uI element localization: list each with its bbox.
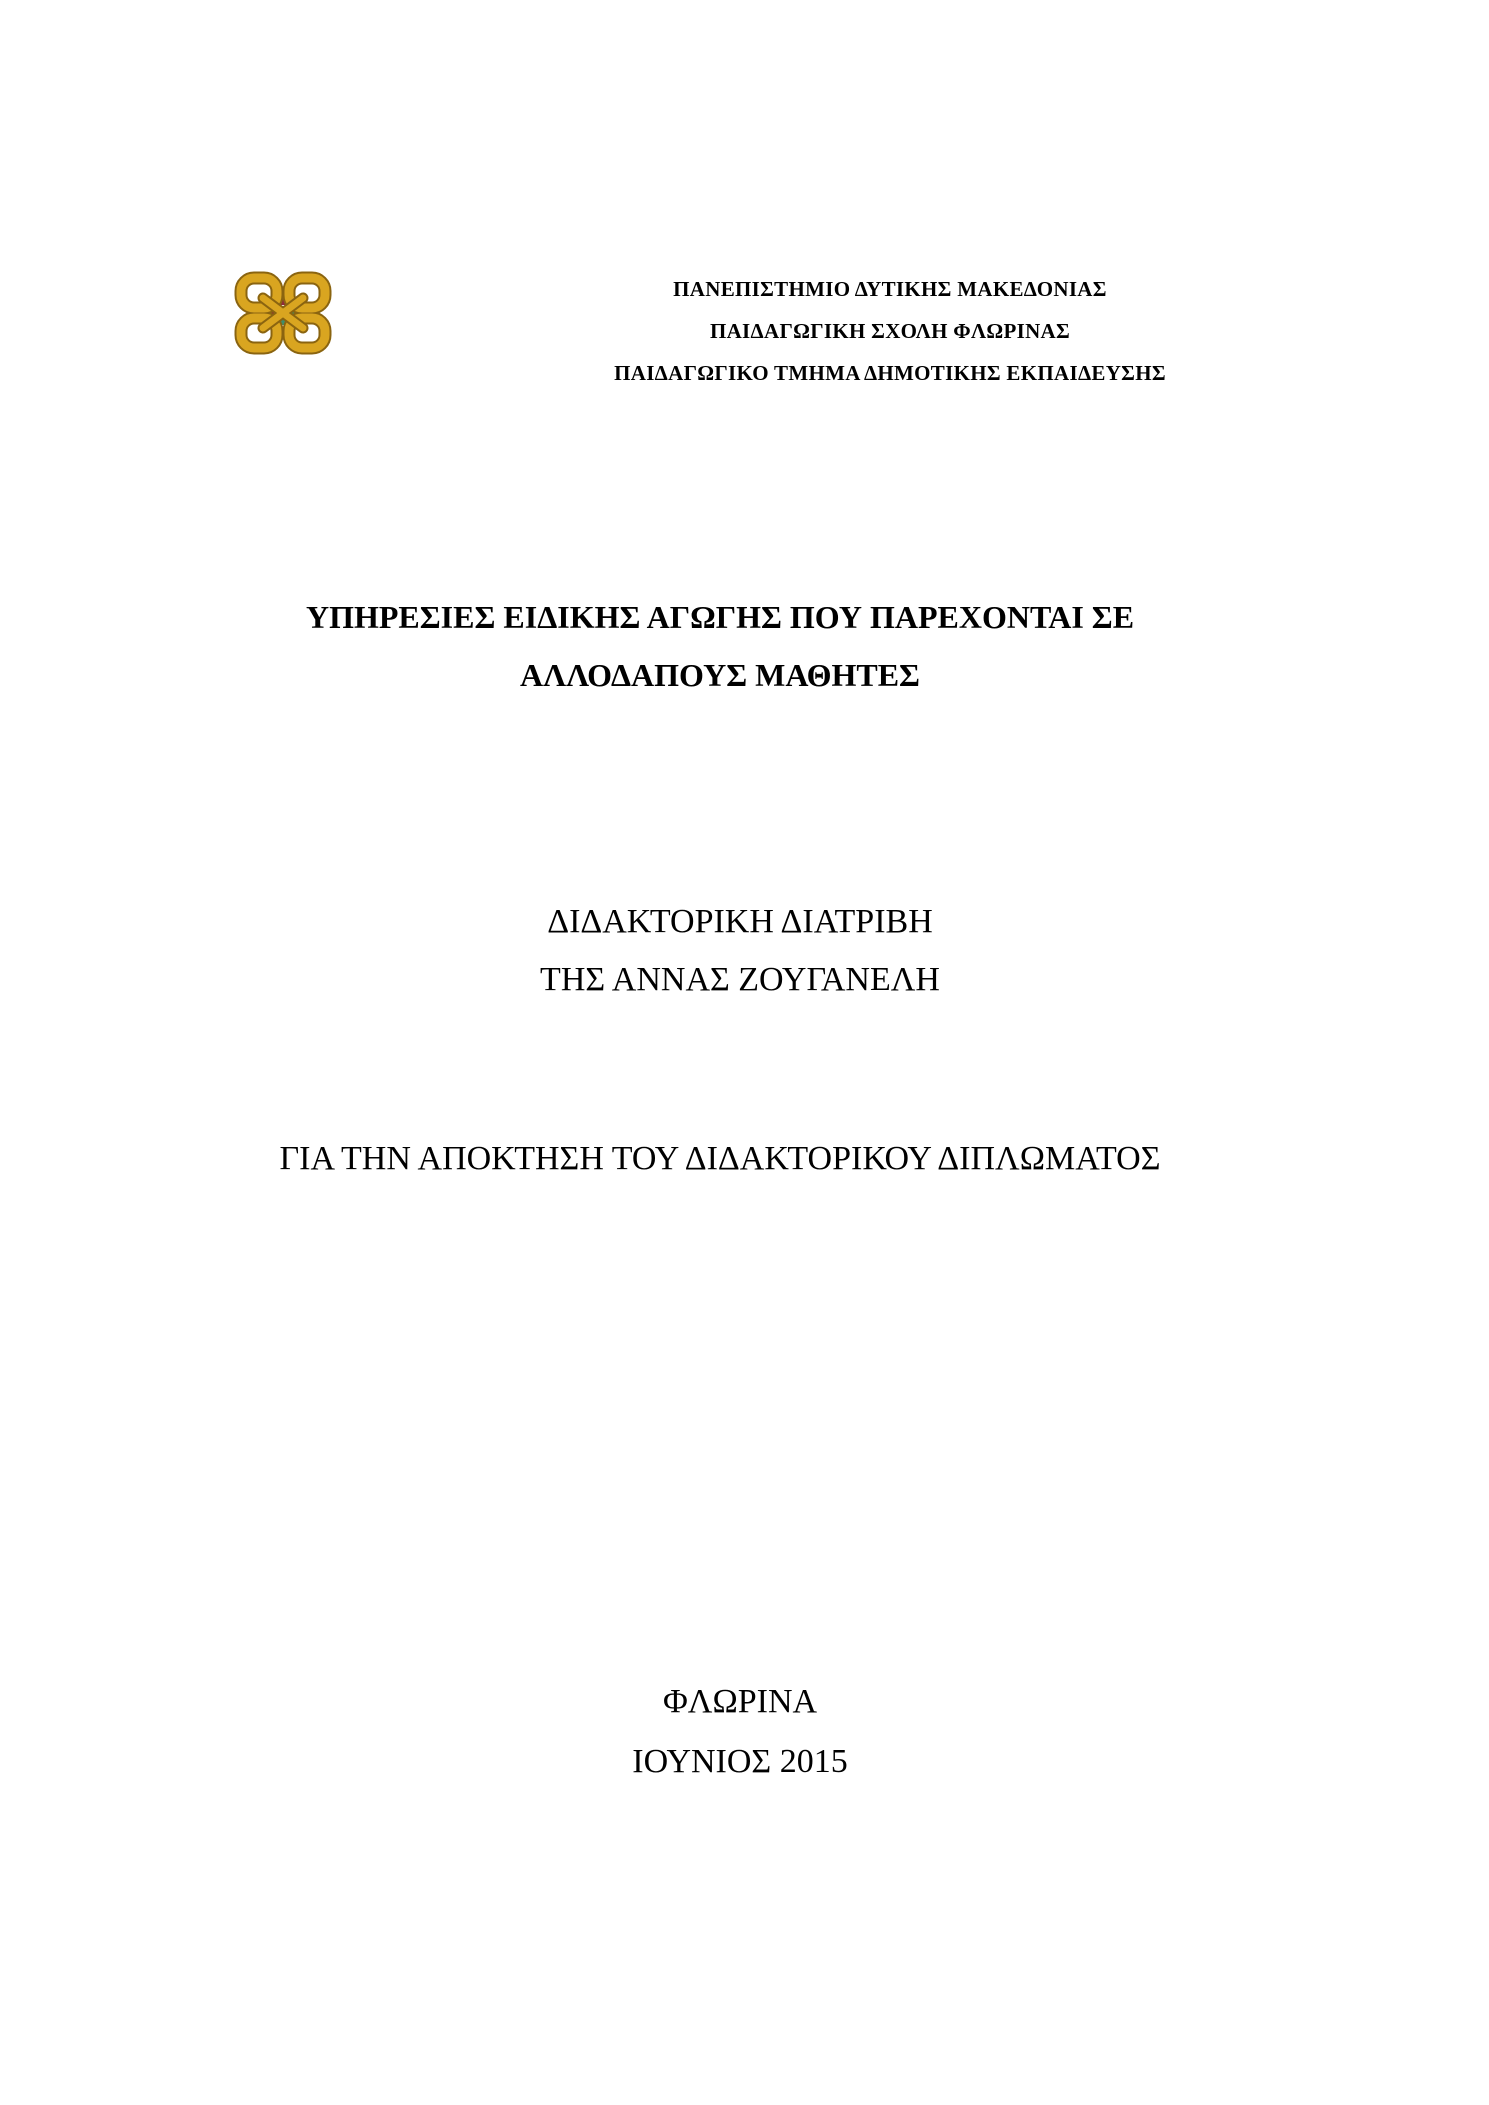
- thesis-title: [200, 588, 1240, 704]
- thesis-title-line-1: ΥΠΗΡΕΣΙΕΣ ΕΙΔΙΚΗΣ ΑΓΩΓΗΣ ΠΟΥ ΠΑΡΕΧΟΝΤΑΙ ΣΕ: [305, 599, 1135, 635]
- thesis-author: ΤΗΣ ΑΝΝΑΣ ΖΟΥΓΑΝΕΛΗ: [540, 961, 940, 998]
- date: ΙΟΥΝΙΟΣ 2015: [632, 1743, 848, 1780]
- university-name: ΠΑΝΕΠΙΣΤΗΜΙΟ ΔΥΤΙΚΗΣ ΜΑΚΕΔΟΝΙΑΣ: [673, 277, 1107, 301]
- place-and-date: [500, 1672, 980, 1792]
- thesis-title-line-2: ΑΛΛΟΔΑΠΟΥΣ ΜΑΘΗΤΕΣ: [520, 657, 920, 693]
- thesis-purpose: ΓΙΑ ΤΗΝ ΑΠΟΚΤΗΣΗ ΤΟΥ ΔΙΔΑΚΤΟΡΙΚΟΥ ΔΙΠΛΩΜΑΤΟΣ: [279, 1140, 1161, 1177]
- school-name: ΠΑΙΔΑΓΩΓΙΚΗ ΣΧΟΛΗ ΦΛΩΡΙΝΑΣ: [709, 319, 1071, 343]
- thesis-type: ΔΙΔΑΚΤΟΡΙΚΗ ΔΙΑΤΡΙΒΗ: [547, 903, 933, 940]
- department-name: ΠΑΙΔΑΓΩΓΙΚΟ ΤΜΗΜΑ ΔΗΜΟΤΙΚΗΣ ΕΚΠΑΙΔΕΥΣΗΣ: [614, 361, 1166, 385]
- institution-header: [500, 268, 1280, 394]
- university-logo-icon: [233, 270, 333, 356]
- thesis-info: [300, 893, 1180, 1009]
- city: ΦΛΩΡΙΝΑ: [662, 1683, 818, 1720]
